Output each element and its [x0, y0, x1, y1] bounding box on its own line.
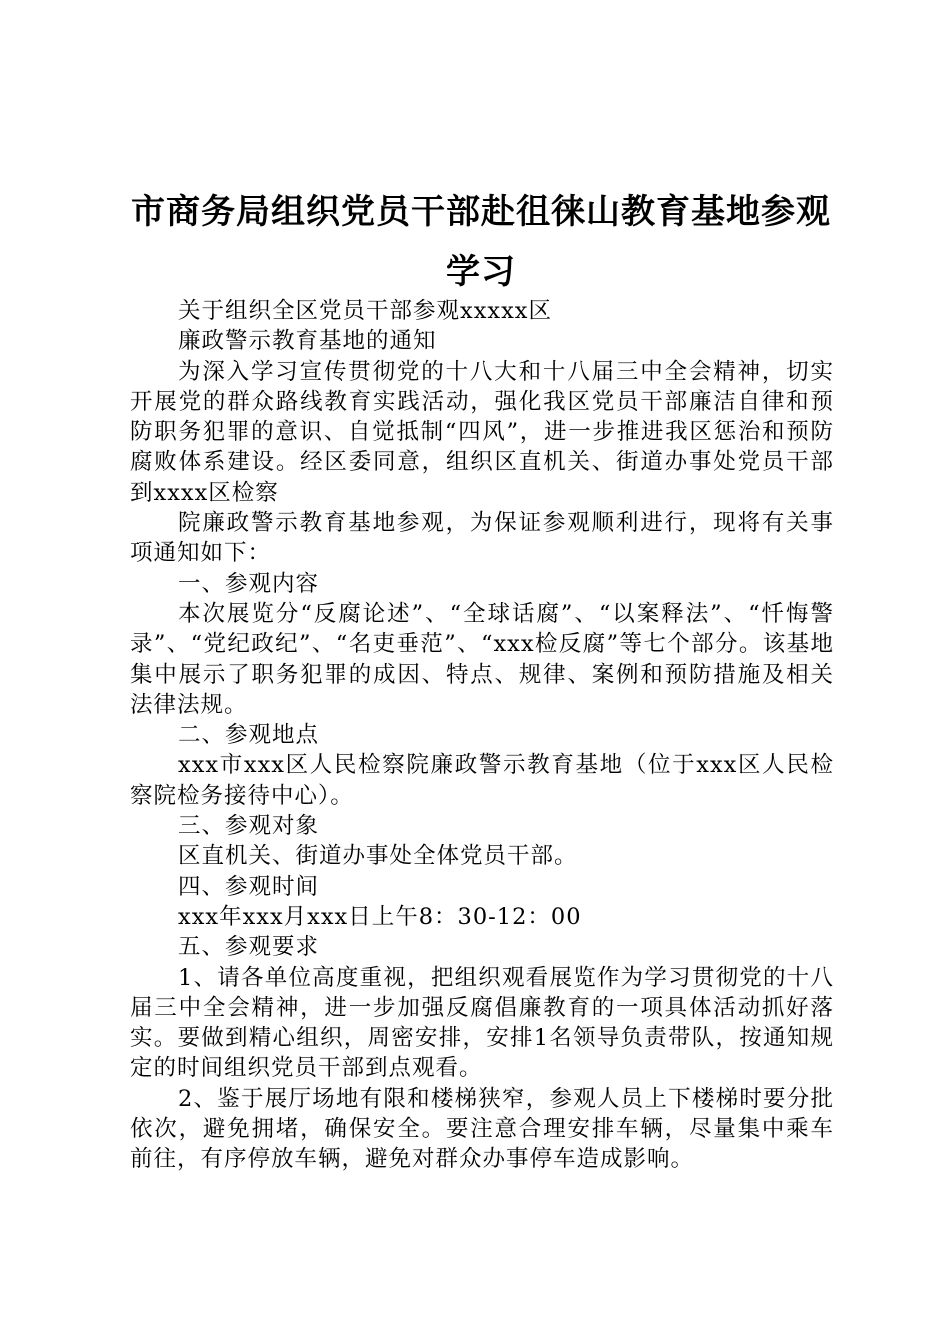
section-heading: 四、参观时间	[178, 873, 320, 900]
section-heading: 三、参观对象	[178, 813, 320, 840]
section-heading: 二、参观地点	[178, 722, 320, 749]
paragraph: xxx年xxx月xxx日上午8：30-12：00	[178, 903, 582, 930]
document-body	[130, 296, 834, 1175]
document-title: 市商务局组织党员干部赴徂徕山教育基地参观学习	[131, 192, 831, 292]
paragraph: 院廉政警示教育基地参观，为保证参观顺利进行，现将有关事项通知如下：	[130, 510, 834, 567]
paragraph: 关于组织全区党员干部参观xxxxx区	[178, 298, 552, 324]
paragraph: 为深入学习宣传贯彻党的十八大和十八届三中全会精神，切实开展党的群众路线教育实践活动，强化我区党员干部廉洁自律和预防职务犯罪的意识、自觉抵制“四风”，进一步推进我区惩治和预防腐败体系建设。经区委同意，组织区直机关、街道办事处党员干部到xxxx区检察	[130, 358, 834, 506]
section-heading: 一、参观内容	[178, 570, 320, 597]
section-heading: 五、参观要求	[178, 934, 320, 961]
paragraph: xxx市xxx区人民检察院廉政警示教育基地（位于xxx区人民检察院检务接待中心）。	[130, 752, 834, 809]
paragraph: 2、鉴于展厅场地有限和楼梯狭窄，参观人员上下楼梯时要分批依次，避免拥堵，确保安全。要注意合理安排车辆，尽量集中乘车前往，有序停放车辆，避免对群众办事停车造成影响。	[130, 1085, 834, 1173]
paragraph: 1、请各单位高度重视，把组织观看展览作为学习贯彻党的十八届三中全会精神，进一步加强反腐倡廉教育的一项具体活动抓好落实。要做到精心组织，周密安排，安排1名领导负责带队，按通知规定的时间组织党员干部到点观看。	[130, 964, 834, 1082]
paragraph: 本次展览分“反腐论述”、“全球话腐”、“以案释法”、“忏悔警录”、“党纪政纪”、“名吏垂范”、“xxx检反腐”等七个部分。该基地集中展示了职务犯罪的成因、特点、规律、案例和预防措施及相关法律法规。	[130, 600, 834, 718]
paragraph: 廉政警示教育基地的通知	[178, 328, 437, 355]
paragraph: 区直机关、街道办事处全体党员干部。	[178, 843, 578, 870]
